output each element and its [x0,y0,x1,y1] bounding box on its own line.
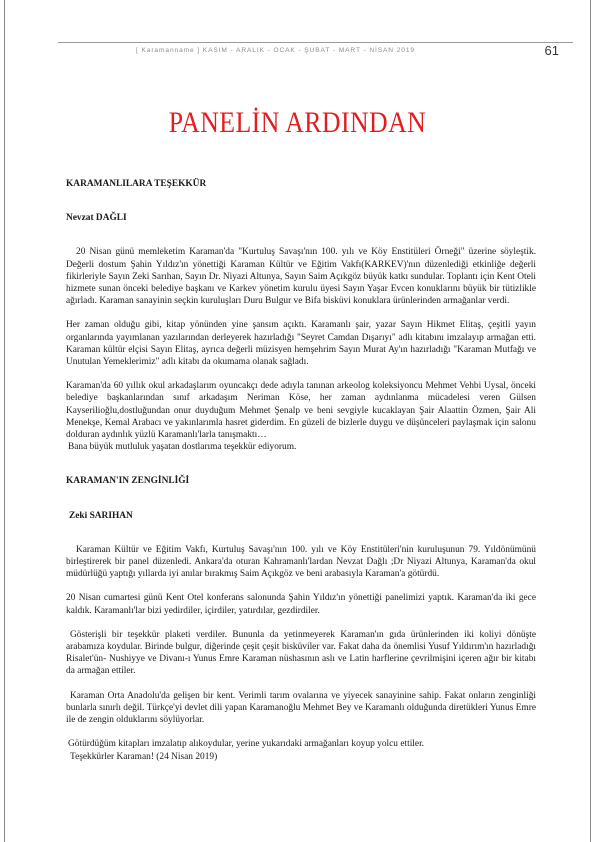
paragraph: 20 Nisan günü memleketim Karaman'da "Kurtuluş Savaşı'nın 100. yılı ve Köy Enstitüleri Örneği" üzerine söyleştik. Değerli dostum Şahin Yıldız'ın yönettiği Karaman Kültür ve Eğitim Vakfı(KARKEV)'nın düzenlediği etkinliğe değerli fikirleriyle Sayın Zeki Sarıhan, Sayın Dr. Niyazi Altunya, Sayın Saim Açıkgöz büyük katkı sundular. Toplantı için Kent Oteli hizmete sunan önceki belediye başkanı ve Karkev yönetim kurulu üyesi Sayın Yaşar Evcen konuklarını büyük bir tütizlikle ağırladı. Karaman sanayinin seçkin kuruluşları Duru Bulgur ve Bifa bisküvi konuklara ürünlerinden armağanlar verdi. [66,247,536,307]
page-number: 61 [544,43,559,58]
paragraph: Karaman'da 60 yıllık okul arkadaşlarım oyuncakçı dede adıyla tanınan arkeolog koleksiyoncu Mehmet Vehbi Uysal, önceki belediye başkanlarından sınıf arkadaşım Neriman Köse, her zaman aydınlanma mücadelesi veren Gülsen Kayserilioğlu,dostluğundan onur duyduğum Mehmet Şenalp ve beni sevgiyle kucaklayan Şair Alaattin Özmen, Şair Ali Menekşe, Kemal Arabacı ve yakınlarımla hasret giderdim. En güzeli de bizlerle duygu ve düşünceleri paylaşmak için salonu dolduran aydınlık yüzlü Karamanlı'larla tanışmaktı… [66,381,536,441]
page-header [58,42,573,62]
section-heading-wealth: KARAMAN'IN ZENGİNLİĞİ [66,476,190,487]
author-name: Zeki SARIHAN [69,510,133,521]
paragraph: Karaman Kültür ve Eğitim Vakfı, Kurtuluş Savaşı'nın 100. yılı ve Köy Enstitüleri'nin kuruluşunun 79. Yıldönümünü birleştirerek bir panel düzenledi. Ankara'da oturan Kahramanlı'lardan Nevzat Dağlı ;Dr Niyazi Altunya, Karaman'da okul müdürlüğü yaptığı yıllarda iyi anılar bırakmış Saim Açıkgöz ve beni arabasıyla Karaman'a götürdü. [66,544,536,580]
paragraph: Bana büyük mutluluk yaşatan dostlarıma teşekkür ediyorum. [68,442,297,453]
paragraph: 20 Nisan cumartesi günü Kent Otel konferans salonunda Şahin Yıldız'ın yönettiği panelimizi yaptık. Karaman'da iki gece kaldık. Karamanlı'lar bizi yedirdiler, içirdiler, yatırdılar, gezdirdiler. [66,593,536,616]
paragraph: Götürdüğüm kitapları imzalatıp alıkoydular, yerine yukarıdaki armağanları koyup yolcu ettiler. [68,739,425,750]
article-body [66,178,536,763]
page-edge-right [590,0,591,842]
page-edge-left [4,0,5,842]
paragraph: Her zaman olduğu gibi, kitap yönünden yine şansım açıktı. Karamanlı şair, yazar Sayın Hikmet Elitaş, çeşitli yayın organlarında yayımlanan yazılarından derleyerek hazırladığı "Seyret Camdan Dışarıyı" adlı kitabını imzalayıp armağan etti. Karaman kültür elçisi Sayın Elitaş, ayrıca değerli müzisyen hemşehrim Sayın Murat Ay'ın hazırladığı "Karaman Mutfağı ve Unutulan Yemeklerimiz" adlı kitabı da okumama olanak sağladı. [66,320,536,368]
paragraph: Teşekkürler Karaman! (24 Nisan 2019) [70,751,218,762]
section-heading-thanks: KARAMANLILARA TEŞEKKÜR [66,179,207,189]
paragraph: Gösterişli bir teşekkür plaketi verdiler. Bununla da yetinmeyerek Karaman'ın gıda ürünlerinden iki koliyi dönüşte arabamıza koydular. Birinde bulgur, diğerinde çeşit çeşit bisküviler var. Fakat daha da önemlisi Yusuf Yıldırım'ın hazırladığı Risalet'ün- Nushiyye ve Divanı-ı Yunus Emre Karaman nüshasının aslı ve Latin harflerine çevrilmişini içeren ağır bir kitabı da armağan ettiler. [66,629,536,677]
page-title: PANELİN ARDINDAN [168,106,427,139]
paragraph: Karaman Orta Anadolu'da gelişen bir kent. Verimli tarım ovalarına ve yiyecek sanayinine sahip. Fakat onların zenginliği bunlarla sınırlı değil. Türkçe'yi devlet dili yapan Karamanoğlu Mehmet Bey ve Karamanlı olduğunda diretükleri Yunus Emre ile de zengin olduklarını söylüyorlar. [66,690,536,726]
author-name: Nevzat DAĞLI [66,213,127,224]
running-title: [ Karamanname ] KASIM - ARALIK - OCAK - ŞUBAT - MART - NİSAN 2019 [136,47,415,54]
header-rule [58,42,573,43]
